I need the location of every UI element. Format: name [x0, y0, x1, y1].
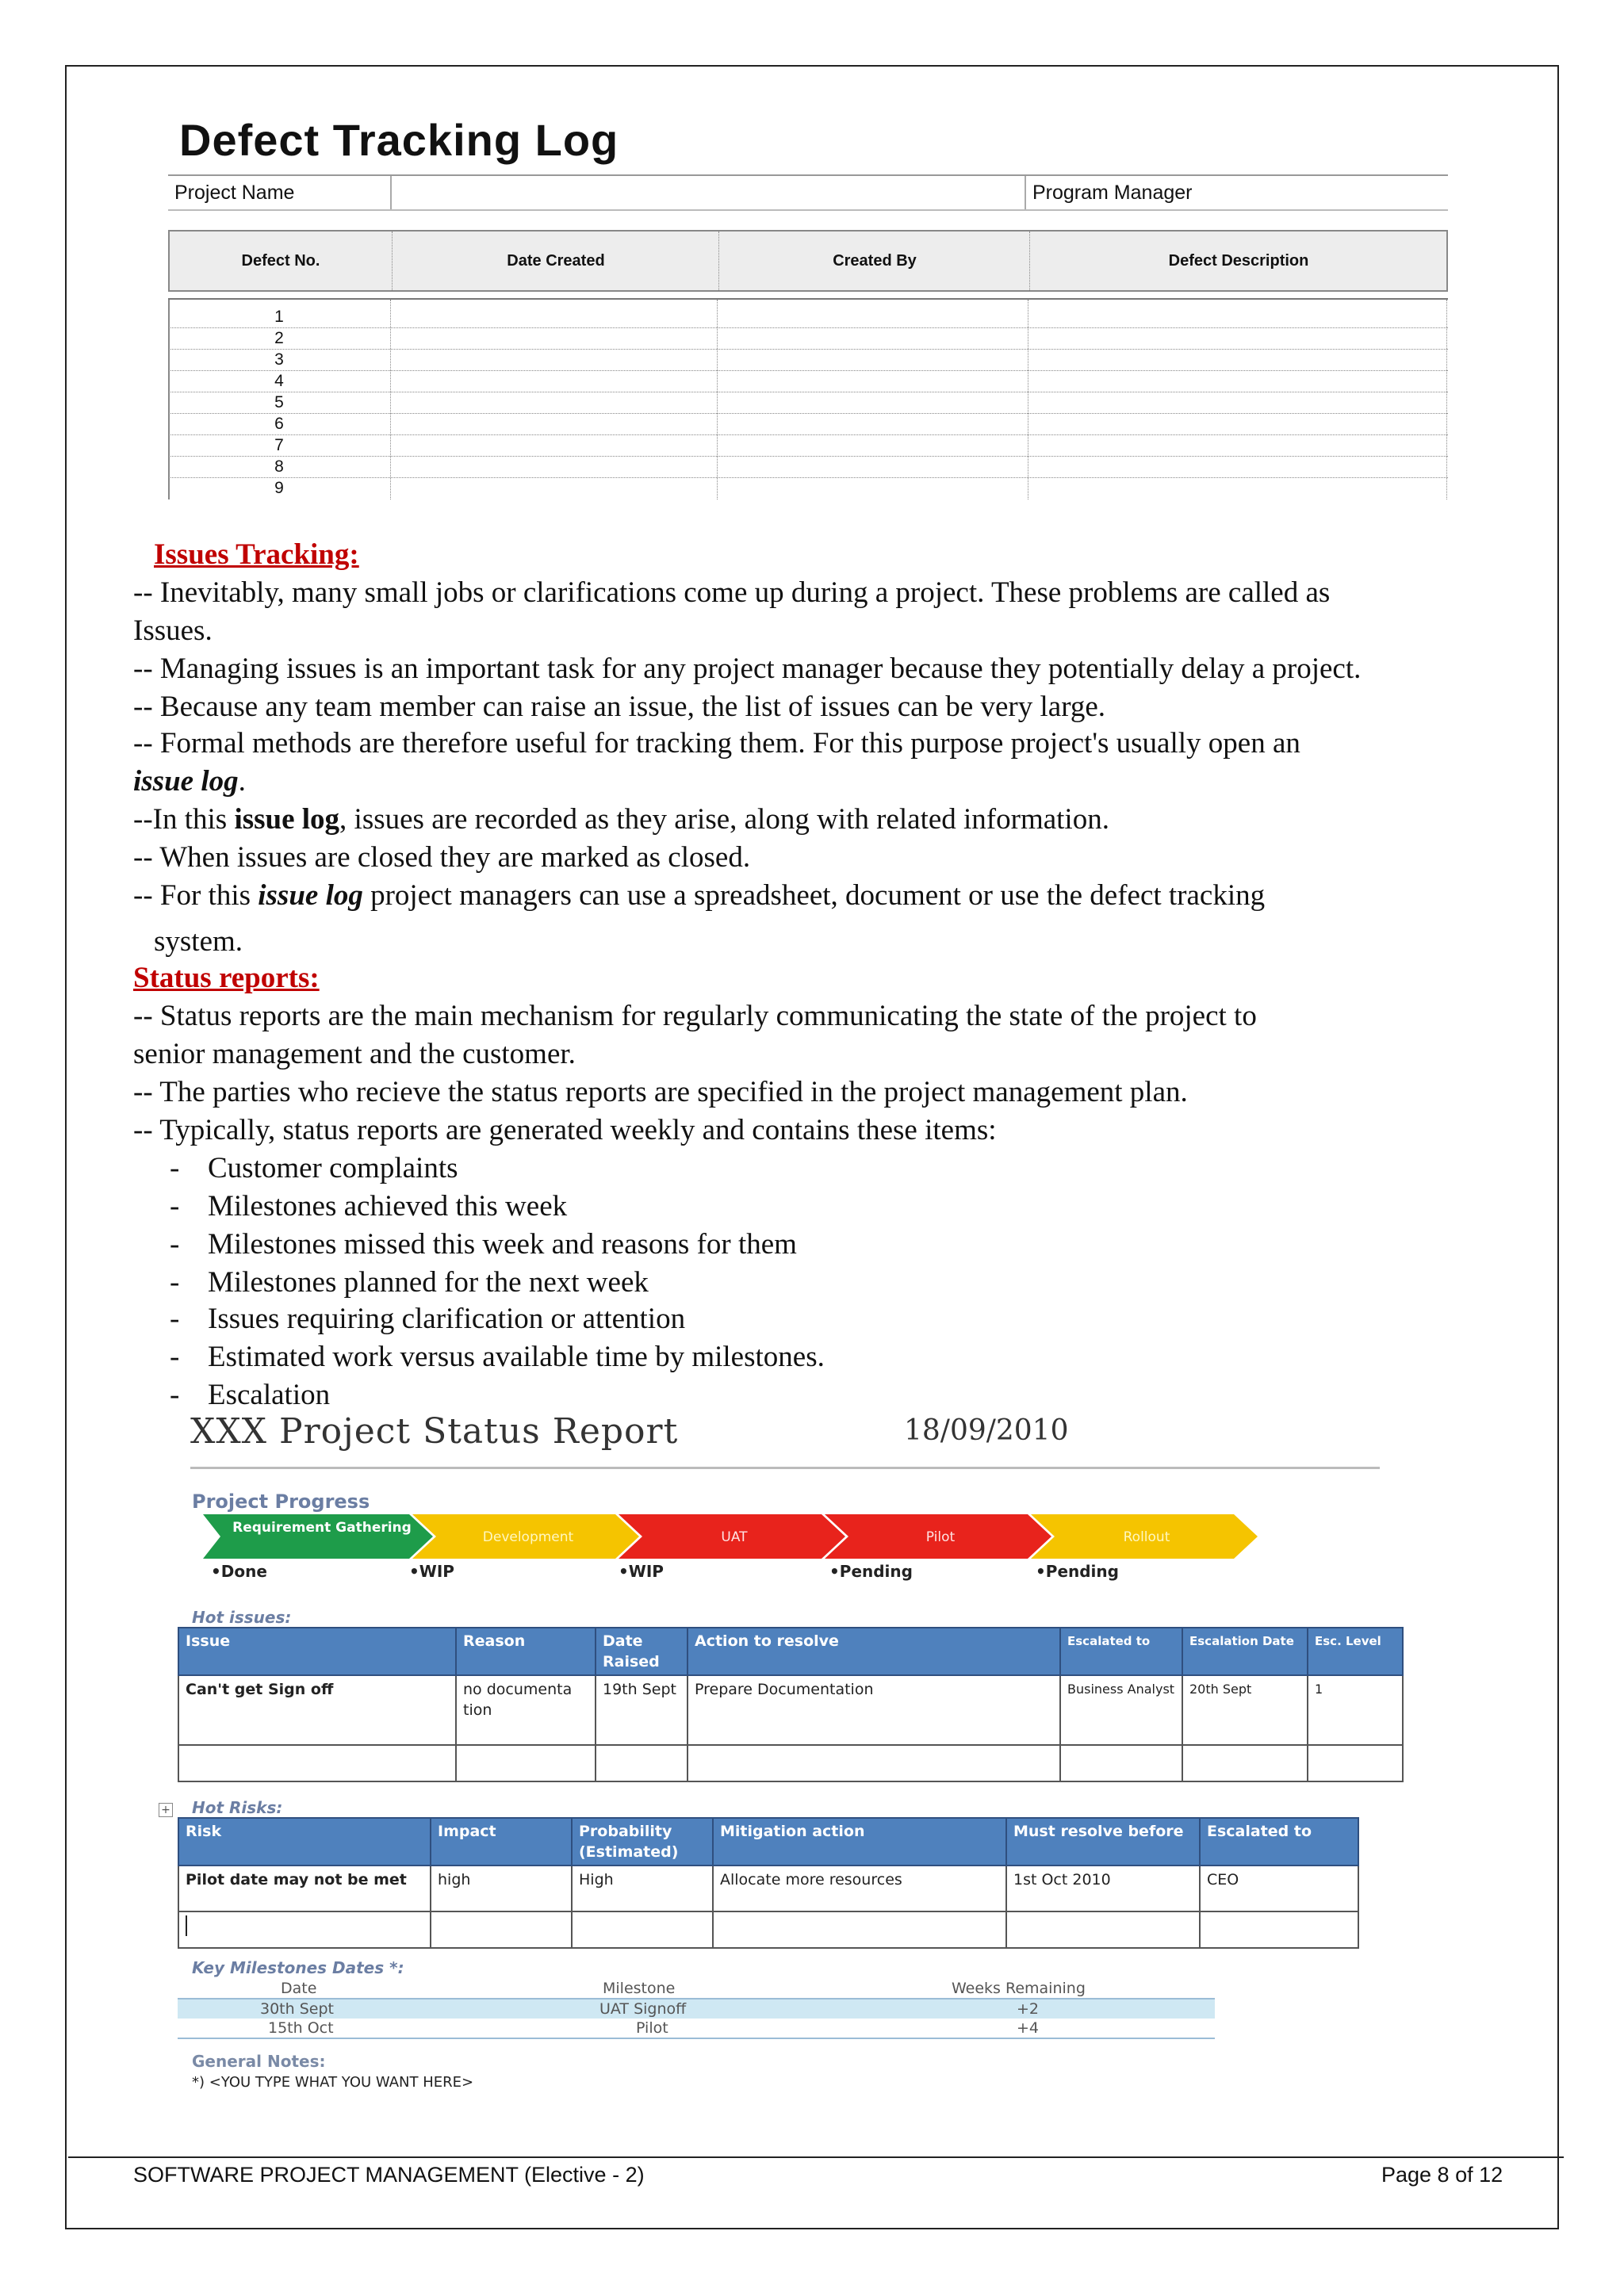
- table-row: 8: [168, 456, 1448, 478]
- issues-line-8: -- When issues are closed they are marked as closed.: [133, 841, 751, 874]
- col-created-by: Created By: [718, 232, 1030, 290]
- status-report-image: [155, 1411, 1424, 2109]
- esc-level-cell: 1: [1308, 1675, 1403, 1745]
- phase-status-4: •Pending: [1036, 1562, 1119, 1581]
- hot-issues-header: [178, 1628, 1403, 1675]
- table-row: [178, 1866, 1358, 1911]
- hot-issues-col-escalation-date: Escalation Date: [1182, 1628, 1308, 1675]
- hot-risks-table: [178, 1817, 1359, 1949]
- table-row: 3: [168, 349, 1448, 371]
- hot-issues-col-esc-level: Esc. Level: [1308, 1628, 1403, 1675]
- project-name-row: [168, 174, 1448, 211]
- report-title: XXX Project Status Report: [190, 1411, 679, 1452]
- status-line-1: -- Status reports are the main mechanism for regularly communicating the state of the project to: [133, 1000, 1257, 1032]
- milestones-col-date: Date: [281, 1980, 317, 1997]
- hot-issues-table: [178, 1627, 1404, 1782]
- hot-issues-col-escalated-to: Escalated to: [1060, 1628, 1182, 1675]
- hot-issues-col-date-raised: Date Raised: [596, 1628, 688, 1675]
- table-row: 1: [168, 306, 1448, 328]
- project-name-label: Project Name: [174, 182, 295, 204]
- defect-log-rows: [168, 298, 1448, 501]
- issues-line-9: -- For this issue log project managers can use a spreadsheet, document or use the defect tracking: [133, 879, 1266, 912]
- hot-risks-col-probability: Probability (Estimated): [572, 1818, 713, 1866]
- col-defect-description: Defect Description: [1029, 232, 1447, 290]
- escalation-date-cell: 20th Sept: [1182, 1675, 1308, 1745]
- hot-risks-label: Hot Risks:: [192, 1798, 283, 1817]
- general-notes-text: *) <YOU TYPE WHAT YOU WANT HERE>: [192, 2074, 474, 2091]
- milestones-header: [178, 1979, 1215, 1999]
- hot-issues-label: Hot issues:: [192, 1608, 292, 1627]
- col-defect-no: Defect No.: [241, 252, 320, 270]
- milestones-label: Key Milestones Dates *:: [192, 1958, 404, 1977]
- date-raised-cell: 19th Sept: [596, 1675, 688, 1745]
- progress-label: Project Progress: [192, 1490, 370, 1513]
- footer-page-number: Page 8 of 12: [1381, 2163, 1503, 2187]
- general-notes-label: General Notes:: [192, 2052, 326, 2071]
- issues-line-6: issue log.: [133, 765, 246, 798]
- impact-cell: high: [431, 1866, 572, 1911]
- report-date: 18/09/2010: [904, 1414, 1069, 1447]
- mitigation-cell: Allocate more resources: [713, 1866, 1006, 1911]
- hot-risks-col-mitigation: Mitigation action: [713, 1818, 1006, 1866]
- milestone-weeks: +4: [1017, 2019, 1040, 2037]
- progress-chevrons: [203, 1514, 1297, 1559]
- hot-issues-col-reason: Reason: [456, 1628, 596, 1675]
- table-row: 6: [168, 413, 1448, 435]
- phase-name-2: UAT: [721, 1529, 748, 1545]
- milestone-name: UAT Signoff: [599, 2000, 687, 2018]
- risk-cell: Pilot date may not be met: [178, 1866, 431, 1911]
- status-line-4: -- Typically, status reports are generated weekly and contains these items:: [133, 1114, 997, 1146]
- col-date-created: Date Created: [392, 232, 719, 290]
- footer-rule: [68, 2156, 1564, 2158]
- milestones-col-weeks: Weeks Remaining: [952, 1980, 1086, 1997]
- milestone-weeks: +2: [1017, 2000, 1040, 2018]
- milestones-col-milestone: Milestone: [603, 1980, 676, 1997]
- table-row: [178, 1745, 1403, 1781]
- list-item: - Estimated work versus available time by milestones.: [170, 1341, 825, 1373]
- project-name-value: [390, 176, 1025, 209]
- phase-status-0: •Done: [211, 1562, 267, 1581]
- text-cursor: [186, 1915, 187, 1936]
- phase-status-2: •WIP: [619, 1562, 664, 1581]
- phase-name-1: Development: [482, 1529, 574, 1545]
- table-move-handle-icon: +: [159, 1803, 173, 1817]
- hot-risks-col-risk: Risk: [178, 1818, 431, 1866]
- hot-risks-col-impact: Impact: [431, 1818, 572, 1866]
- hot-risks-header: [178, 1818, 1358, 1866]
- defect-log-title: Defect Tracking Log: [179, 115, 619, 165]
- list-item: - Escalation: [170, 1379, 331, 1411]
- issues-line-3: -- Managing issues is an important task for any project manager because they potentially delay a project.: [133, 652, 1362, 685]
- list-item: - Customer complaints: [170, 1152, 458, 1184]
- phase-status-3: •Pending: [829, 1562, 913, 1581]
- table-row: 2: [168, 327, 1448, 350]
- issues-line-7: --In this issue log, issues are recorded as they arise, along with related information.: [133, 803, 1109, 836]
- hot-issues-col-action: Action to resolve: [688, 1628, 1060, 1675]
- phase-name-3: Pilot: [925, 1529, 956, 1545]
- hot-risks-col-must-resolve: Must resolve before: [1006, 1818, 1200, 1866]
- report-title-rule: [190, 1467, 1380, 1469]
- must-resolve-cell: 1st Oct 2010: [1006, 1866, 1200, 1911]
- list-item: - Milestones planned for the next week: [170, 1266, 649, 1299]
- table-row: 4: [168, 370, 1448, 392]
- table-row: [178, 1911, 1358, 1948]
- table-row: [178, 1675, 1403, 1745]
- issues-line-2: Issues.: [133, 614, 213, 647]
- table-row: [178, 2019, 1215, 2039]
- table-row: 7: [168, 434, 1448, 457]
- program-manager-label: Program Manager: [1025, 176, 1448, 209]
- issues-line-10: system.: [154, 925, 243, 958]
- probability-cell: High: [572, 1866, 713, 1911]
- issues-heading: Issues Tracking:: [154, 538, 359, 571]
- issues-line-1: -- Inevitably, many small jobs or clarifications come up during a project. These problems are called as: [133, 576, 1331, 609]
- list-item: - Milestones achieved this week: [170, 1190, 568, 1223]
- milestone-name: Pilot: [636, 2019, 668, 2037]
- list-item: - Milestones missed this week and reasons for them: [170, 1228, 797, 1261]
- status-heading: Status reports:: [133, 962, 320, 994]
- defect-log-header: [168, 230, 1448, 292]
- phase-name-4: Rollout: [1123, 1529, 1170, 1545]
- status-line-2: senior management and the customer.: [133, 1038, 576, 1070]
- issues-line-5: -- Formal methods are therefore useful for tracking them. For this purpose project's usually open an: [133, 727, 1300, 760]
- phase-name-0: Requirement Gathering: [232, 1520, 412, 1536]
- hot-issues-col-issue: Issue: [178, 1628, 456, 1675]
- milestone-date: 15th Oct: [268, 2019, 334, 2037]
- action-cell: Prepare Documentation: [688, 1675, 1060, 1745]
- issues-line-4: -- Because any team member can raise an issue, the list of issues can be very large.: [133, 691, 1106, 723]
- risk-escalated-to-cell: CEO: [1200, 1866, 1358, 1911]
- escalated-to-cell: Business Analyst: [1060, 1675, 1182, 1745]
- reason-cell: no documenta tion: [456, 1675, 596, 1745]
- footer-left: SOFTWARE PROJECT MANAGEMENT (Elective - 2): [133, 2163, 645, 2187]
- list-item: - Issues requiring clarification or attention: [170, 1303, 686, 1335]
- milestone-date: 30th Sept: [260, 2000, 334, 2018]
- table-row: 9: [274, 479, 284, 497]
- table-row: 5: [168, 392, 1448, 414]
- defect-tracking-log: [168, 111, 1448, 499]
- hot-risks-col-escalated-to: Escalated to: [1200, 1818, 1358, 1866]
- phase-status-1: •WIP: [409, 1562, 454, 1581]
- status-line-3: -- The parties who recieve the status reports are specified in the project management plan.: [133, 1076, 1188, 1108]
- table-row: [178, 1999, 1215, 2019]
- issue-cell: Can't get Sign off: [178, 1675, 456, 1745]
